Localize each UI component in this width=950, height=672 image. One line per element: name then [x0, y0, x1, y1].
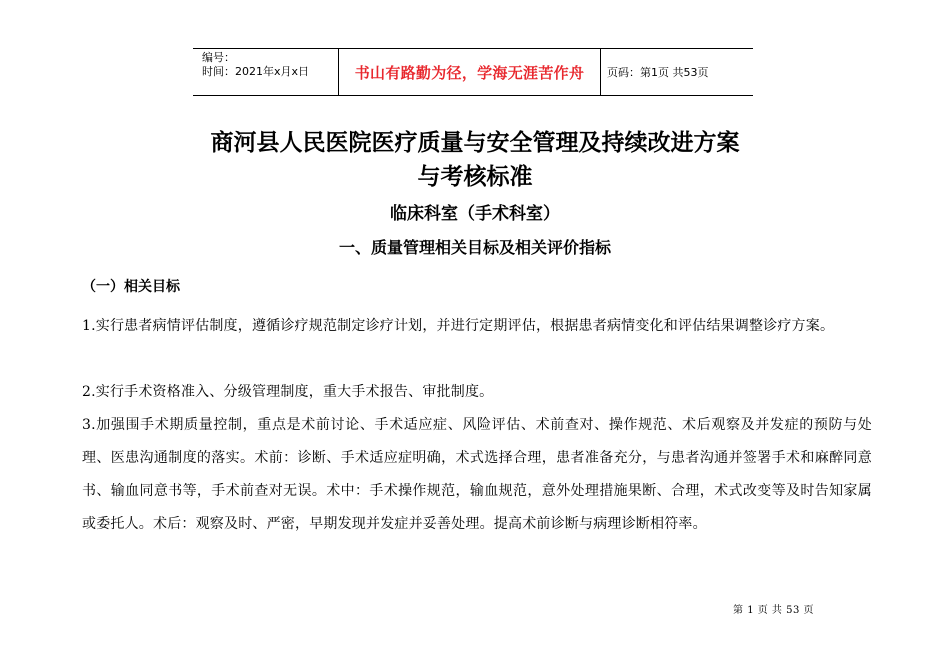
section-heading: 一、质量管理相关目标及相关评价指标 [338, 238, 611, 257]
paragraph-2: 2.实行手术资格准入、分级管理制度，重大手术报告、审批制度。 [82, 384, 494, 400]
paragraph-3: 3.加强围手术期质量控制，重点是术前讨论、手术适应症、风险评估、术前查对、操作规范、术后观察及并发症的预防与处理、医患沟通制度的落实。术前：诊断、手术适应症明确，术式选择合理，患者准备充分，与患者沟通并签署手术和麻醉同意书、输血同意书等，手术前查对无误。术中：手术操作规范，输血规范，意外处理措施果断、合理，术式改变等及时告知家属或委托人。术后：观察及时、严密，早期发现并发症并妥善处理。提高术前诊断与病理诊断相符率。 [82, 417, 872, 532]
document-title-line1: 商河县人民医院医疗质量与安全管理及持续改进方案 [210, 130, 740, 156]
document-date: 时间：2021年x月x日 [202, 65, 310, 78]
header-motto: 书山有路勤为径，学海无涯苦作舟 [338, 49, 601, 95]
header-meta [193, 49, 338, 95]
department-heading: 临床科室（手术科室） [390, 204, 560, 224]
header-page-info: 页码：第1页 共53页 [607, 66, 709, 79]
document-number-label: 编号： [202, 51, 235, 64]
subsection-heading: （一）相关目标 [82, 279, 180, 295]
document-title-line2: 与考核标准 [417, 164, 533, 190]
page-header [193, 48, 753, 96]
page-footer: 第 1 页 共 53 页 [733, 605, 814, 616]
paragraph-1: 1.实行患者病情评估制度，遵循诊疗规范制定诊疗计划，并进行定期评估，根据患者病情变化和评估结果调整诊疗方案。 [82, 318, 835, 334]
